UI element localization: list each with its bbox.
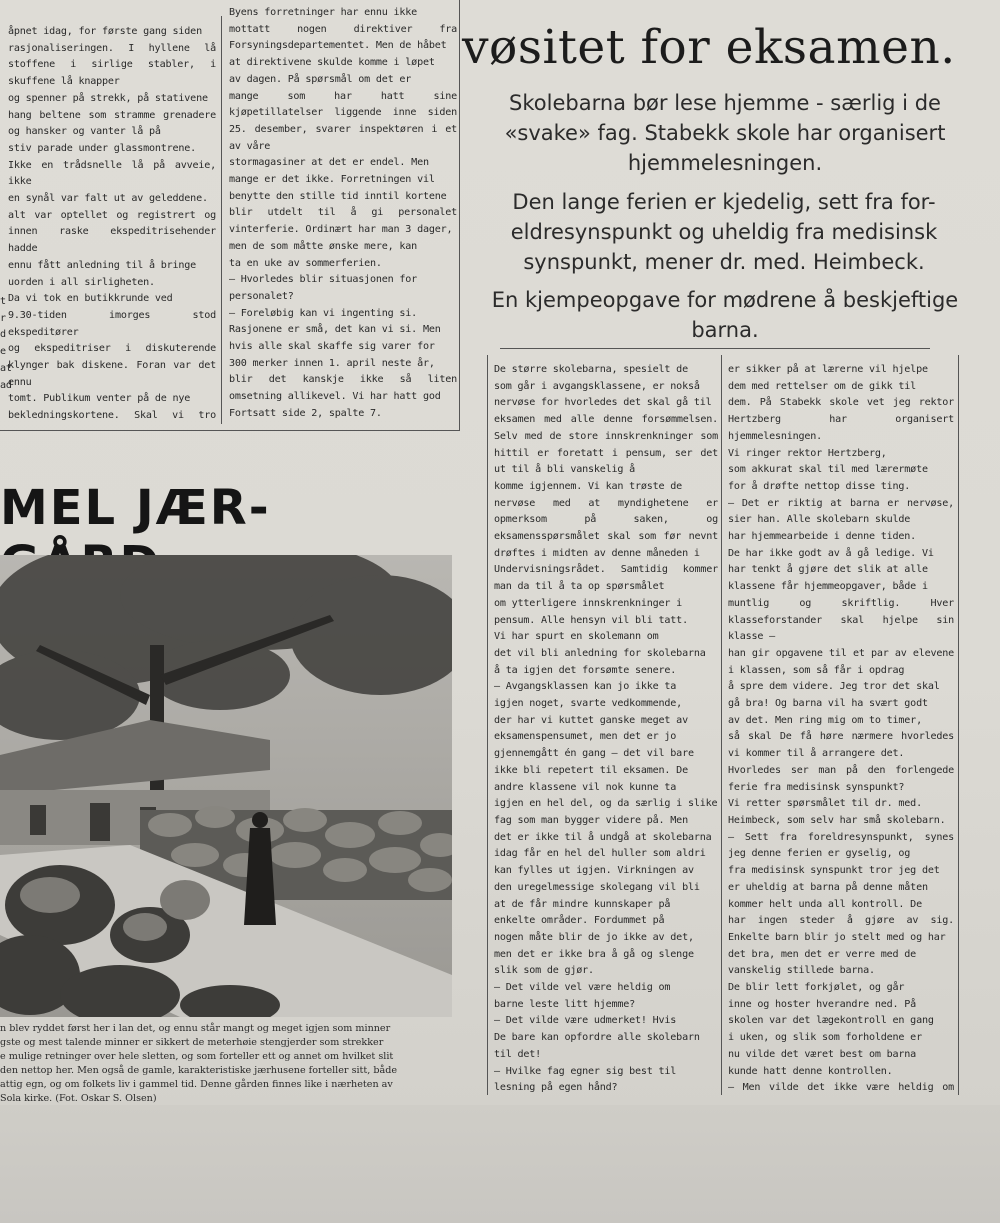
article-column-2: er sikker på at lærerne vil hjelpe dem med rettelser om de gikk til dem. På Stabekk skole vet jeg rektor Hertzberg har organisert hjemmelesningen. Vi ringer rektor Hertzberg, som akkurat skal til med lærermøte for å drøfte nettop disse ting. — Det er riktig at barna er nervøse, sier han. Alle skolebarn skulde har hjemmearbeide i denne tiden. De har ikke godt av å gå ledige. Vi har tenkt å gjøre det slik at alle klassene får hjemmeopgaver, både i muntlig og skriftlig. Hver klasseforstander skal hjelpe sin klasse — han gir opgavene til et par av elevene i klassen, som så får i opdrag å spre dem videre. Jeg tror det skal gå bra! Og barna vil ha svært godt av det. Men ring mig om to timer, så skal De få høre nærmere hvorledes vi kommer til å arrangere det. Hvorledes ser man på den forlengede ferie fra medisinsk synspunkt? Vi retter spørsmålet til dr. med. Heimbeck, som selv har små skolebarn. — Sett fra foreldresynspunkt, synes jeg denne ferien er gyselig, og fra medisinsk synspunkt tror jeg det er uheldig at barna på denne måten kommer helt unda all kontroll. De har ingen steder å gjøre av sig. Enkelte barn blir jo stelt med og har det bra, men det er verre med de vanskelig stillede barna. De blir lett forkjølet, og går inne og hoster hverandre ned. På skolen var det lægekontroll en gang i uken, og slik som forholdene er nu vilde det været best om barna kunde hatt denne kontrollen. — Men vilde det ikke være heldig om <box>728 364 954 1094</box>
article-column-1: De større skolebarna, spesielt de som går i avgangsklassene, er nokså nervøse for hvorledes det skal gå til eksamen med alle denne forsømmelsen. Selv med de store innskrenkninger som hittil er foretatt i pensum, ser det ut til å bli vanskelig å komme igjennem. Vi kan trøste de nervøse med at myndighetene er opmerksom på saken, og eksamensspørsmålet skal som før nevnt drøftes i midten av denne måneden i Undervisningsrådet. Samtidig kommer man da til å ta op spørsmålet om ytterligere innskrenkninger i pensum. Alle hensyn vil bli tatt. Vi har spurt en skolemann om det vil bli anledning for skolebarna å ta igjen det forsømte senere. — Avgangsklassen kan jo ikke ta igjen noget, svarte vedkommende, der har vi kuttet ganske meget av eksamenspensumet, men det er jo gjennemgått én gang — det vil bare ikke bli repetert til eksamen. De andre klassene vil nok kunne ta igjen en hel del, og da særlig i slike fag som man bygger videre på. Men det er ikke til å undgå at skolebarna idag får en hel del huller som aldri kan fylles ut igjen. Virkningen av den uregelmessige skolegang vil bli at de får mindre kunnskaper på enkelte områder. Fordummet på nogen måte blir de jo ikke av det, men det er ikke bra å gå og slenge slik som de gjør. — Det vilde vel være heldig om barne leste litt hjemme? — Det vilde være udmerket! Hvis De bare kan opfordre alle skolebarn til det! — Hvilke fag egner sig best til lesning på egen hånd? <box>494 364 718 1094</box>
section-rule <box>0 430 460 431</box>
top-mid-column: Byens forretninger har ennu ikke mottatt nogen direktiver fra Forsyningsdepartementet. Men de håbet at direktivene skulde komme i løpet av dagen. På spørsmål om det er mange som har hatt sine kjøpetillatelser liggende inne siden 25. desember, svarer inspektøren i et av våre stormagasiner at det er endel. Men mange er det ikke. Forretningen vil benytte den stille tid inntil kortene blir utdelt til å gi personalet vinterferie. Ordinært har man 3 dager, men de som måtte ønske mere, kan ta en uke av sommerferien. — Hvorledes blir situasjonen for personalet? — Foreløbig kan vi ingenting si. Rasjonene er små, det kan vi si. Men hvis alle skal skaffe sig varer for 300 merker innen 1. april neste år, blir det kanskje ikke så liten omsetning allikevel. Vi har hatt god Fortsatt side 2, spalte 7. <box>229 7 457 419</box>
headline-rule <box>500 348 930 349</box>
column-rule <box>958 355 959 1095</box>
subhead-1: Skolebarna bør lese hjemme - særlig i de «svake» fag. Stabekk skole har organisert hjemmelesningen. <box>504 91 946 175</box>
column-rule <box>487 355 488 1095</box>
image-title: MEL JÆR- <box>0 480 271 536</box>
column-rule <box>221 16 222 424</box>
sheet-shadow <box>0 1105 1000 1223</box>
subhead-3: En kjempeopgave for mødrene å beskjeftige barna. <box>491 288 959 342</box>
farm-photo-illustration <box>0 555 452 1017</box>
left-edge-letters: t r d e at ad <box>0 296 12 391</box>
headline: vøsitet for eksamen. <box>462 20 956 75</box>
top-left-column: åpnet idag, for første gang siden rasjonaliseringen. I hyllene lå stoffene i sirlige stabler, i skuffene lå knapper og spenner på strekk, på stativene hang beltene som stramme grenadere og hansker og vanter lå på stiv parade under glassmontrene. Ikke en trådsnelle lå på avveie, ikke en synål var falt ut av geleddene. alt var optellet og registrert og innen raske ekspeditrisehender hadde ennu fått anledning til å bringe uorden i all sirligheten. Da vi tok en butikkrunde ved 9.30-tiden imorges stod ekspeditører og ekspeditriser i diskuterende klynger bak diskene. Foran var det ennu tomt. Publikum venter på de nye bekledningskortene. Skal vi tro <box>8 26 216 422</box>
subhead-2: Den lange ferien er kjedelig, sett fra for- eldresynspunkt og uheldig fra medisinsk synspunkt, mener dr. med. Heimbeck. <box>510 190 938 274</box>
column-rule <box>721 355 722 1095</box>
farm-photo <box>0 555 452 1017</box>
photo-caption: n blev ryddet først her i lan det, og ennu står mangt og meget igjen som minner gste og mest talende minner er sikkert de meterhøie stengjerder som strekker e mulige retninger over hele sletten, og som forteller ett og annet om hvilket slit den nettop her. Men også de gamle, karakteristiske jærhusene forteller sitt, både attig egn, og om folkets liv i gammel tid. Denne gården finnes like i nærheten av Sola kirke. (Fot. Oskar S. Olsen) <box>0 1023 398 1104</box>
column-rule <box>459 0 460 430</box>
